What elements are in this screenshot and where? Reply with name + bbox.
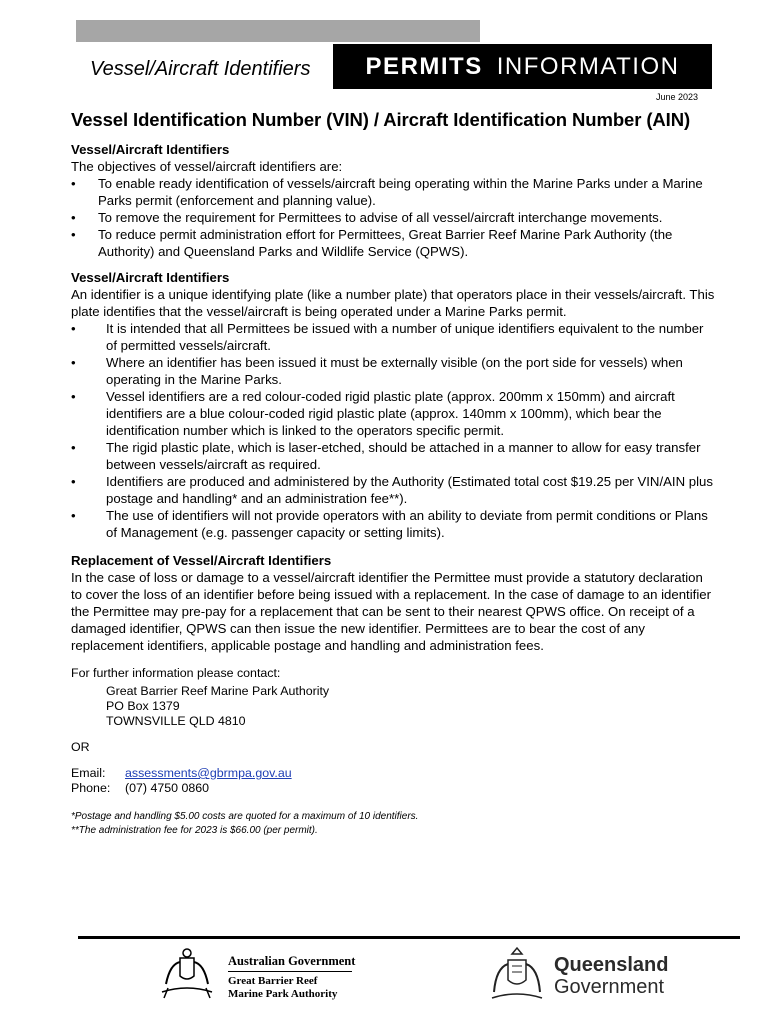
phone-label: Phone: — [71, 781, 111, 795]
address-line: Great Barrier Reef Marine Park Authority — [106, 684, 330, 698]
list-item: • It is intended that all Permittees be issued with a number of unique identifiers equivalent to the number of permitted vessels/aircraft. — [71, 320, 716, 354]
banner-bold-text: PERMITS — [365, 52, 483, 80]
list-item: • Where an identifier has been issued it must be externally visible (on the port side for vessels) when operating in the Marine Parks. — [71, 354, 716, 388]
list-item: • To enable ready identification of vessels/aircraft being operating within the Marine Parks under a Marine Parks permit (enforcement and planning value). — [71, 175, 716, 209]
footnote: *Postage and handling $5.00 costs are quoted for a maximum of 10 identifiers. — [71, 811, 419, 822]
contact-intro: For further information please contact: — [71, 666, 281, 680]
section1-heading: Vessel/Aircraft Identifiers — [71, 142, 230, 157]
qld-title: Queensland — [554, 954, 669, 976]
footnote: **The administration fee for 2023 is $66.00 (per permit). — [71, 824, 318, 836]
section2-intro: An identifier is a unique identifying plate (like a number plate) that operators place in their vessels/aircraft. This plate identifies that the vessel/aircraft is being operated under a Marine Parks permit. — [71, 287, 715, 319]
document-body — [71, 109, 716, 837]
footnotes — [71, 810, 716, 837]
ausgov-sub1: Great Barrier Reef — [228, 975, 318, 987]
header-gray-bar — [76, 20, 480, 42]
section1-intro: The objectives of vessel/aircraft identifiers are: — [71, 159, 343, 174]
address-line: PO Box 1379 — [106, 699, 180, 713]
list-item: • The use of identifiers will not provide operators with an ability to deviate from permit conditions or Plans of Management (e.g. passenger capacity or setting limits). — [71, 507, 716, 541]
contact-block — [71, 666, 716, 796]
ausgov-sub2: Marine Park Authority — [228, 988, 338, 1000]
document-date: June 2023 — [655, 92, 698, 102]
section1-bullets — [71, 175, 716, 260]
header-subtitle: Vessel/Aircraft Identifiers — [90, 58, 311, 80]
ausgov-title: Australian Government — [228, 954, 356, 968]
email-link[interactable]: assessments@gbrmpa.gov.au — [125, 766, 292, 780]
permits-information-banner — [333, 44, 712, 89]
footer-divider — [78, 936, 740, 939]
australian-government-logo — [158, 944, 358, 1004]
queensland-crest-icon — [486, 944, 548, 1006]
address-line: TOWNSVILLE QLD 4810 — [106, 714, 246, 728]
section2-heading: Vessel/Aircraft Identifiers — [71, 270, 230, 285]
commonwealth-crest-icon — [158, 944, 216, 1004]
qld-sub: Government — [554, 976, 665, 998]
email-label: Email: — [71, 766, 106, 780]
list-item: • Identifiers are produced and administered by the Authority (Estimated total cost $19.25 per VIN/AIN plus postage and handling* and an administration fee**). — [71, 473, 716, 507]
section3-heading: Replacement of Vessel/Aircraft Identifiers — [71, 553, 332, 568]
banner-normal-text: INFORMATION — [496, 52, 680, 80]
queensland-government-logo — [486, 944, 686, 1006]
section2-bullets — [71, 320, 716, 541]
list-item: • Vessel identifiers are a red colour-coded rigid plastic plate (approx. 200mm x 150mm) and aircraft identifiers are a blue colour-coded rigid plastic plate (approx. 140mm x 100mm), which bear the identification number which is linked to the operators specific permit. — [71, 388, 716, 439]
phone-number: (07) 4750 0860 — [125, 781, 210, 795]
list-item: • To reduce permit administration effort for Permittees, Great Barrier Reef Marine Park Authority (the Authority) and Queensland Parks and Wildlife Service (QPWS). — [71, 226, 716, 260]
section3-body: In the case of loss or damage to a vessel/aircraft identifier the Permittee must provide a statutory declaration to cover the loss of an identifier before being issued with a replacement. In the case of damage to an identifier the Permittee may pre-pay for a replacement that can be sent to their nearest QPWS office. On receipt of a damaged identifier, QPWS can then issue the new identifier. Permittees are to bear the cost of any replacement identifiers, applicable postage and handling and administration fees. — [71, 570, 711, 653]
list-item: • The rigid plastic plate, which is laser-etched, should be attached in a manner to allow for easy transfer between vessels/aircraft as required. — [71, 439, 716, 473]
page-title: Vessel Identification Number (VIN) / Aircraft Identification Number (AIN) — [71, 109, 691, 130]
contact-or: OR — [71, 740, 90, 754]
list-item: • To remove the requirement for Permittees to advise of all vessel/aircraft interchange movements. — [71, 209, 716, 226]
